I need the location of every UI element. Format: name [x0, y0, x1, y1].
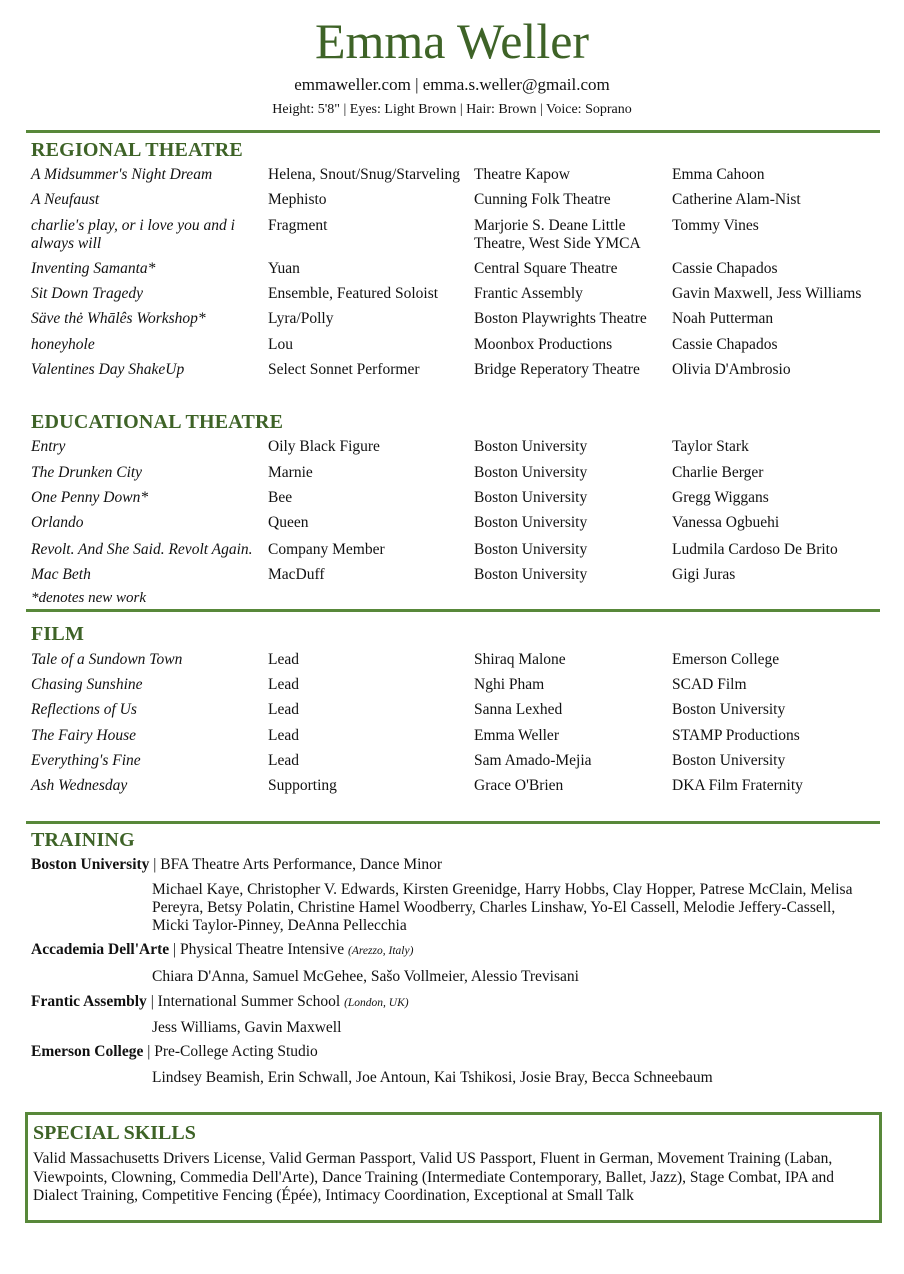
- credit-role: Yuan: [268, 260, 300, 277]
- credit-role: Select Sonnet Performer: [268, 361, 420, 378]
- credit-venue: Cunning Folk Theatre: [474, 191, 611, 208]
- credit-role: Ensemble, Featured Soloist: [268, 285, 439, 302]
- credit-venue: Emma Weller: [474, 727, 559, 744]
- credit-title: Chasing Sunshine: [31, 676, 143, 693]
- credit-title: Entry: [31, 438, 66, 455]
- credit-director: Catherine Alam-Nist: [672, 191, 801, 208]
- special-skills-text: Valid Massachusetts Drivers License, Valid German Passport, Valid US Passport, Fluent in German, Movement Training (Laban, Viewpoints, Clowning, Commedia Dell'Arte), Dance Training (Intermediate Contemporary, Ballet, Jazz), Stage Combat, IPA and Dialect Training, Competitive Fencing (Épée), Intimacy Coordination, Exceptional at Small Talk: [33, 1150, 834, 1204]
- training-school: Frantic Assembly: [31, 993, 147, 1010]
- credit-title: Reflections of Us: [31, 701, 137, 718]
- credit-role: Supporting: [268, 777, 337, 794]
- credit-title: charlie's play, or i love you and i always will: [31, 217, 235, 252]
- credit-title: Tale of a Sundown Town: [31, 651, 183, 668]
- credit-role: Queen: [268, 514, 309, 531]
- section-divider: [26, 609, 880, 612]
- credit-director: Gigi Juras: [672, 566, 736, 583]
- training-entry: [31, 1043, 318, 1062]
- credit-venue: Boston University: [474, 489, 588, 506]
- credit-role: Marnie: [268, 464, 313, 481]
- credit-title: The Drunken City: [31, 464, 143, 481]
- section-heading-film: FILM: [31, 623, 85, 645]
- training-program: | International Summer School: [146, 993, 345, 1010]
- section-heading-regional-theatre: REGIONAL THEATRE: [31, 139, 243, 161]
- credit-venue: Bridge Reperatory Theatre: [474, 361, 640, 378]
- credit-director: Noah Putterman: [672, 310, 774, 327]
- section-heading-special-skills: SPECIAL SKILLS: [33, 1122, 196, 1144]
- credit-director: SCAD Film: [672, 676, 747, 693]
- credit-venue: Moonbox Productions: [474, 336, 613, 353]
- credit-title: Sit Down Tragedy: [31, 285, 143, 302]
- training-teachers: Michael Kaye, Christopher V. Edwards, Kirsten Greenidge, Harry Hobbs, Clay Hopper, Patrese McClain, Melisa Pereyra, Betsy Polatin, Christine Hamel Woodberry, Charles Linshaw, Yo-El Cassell, Melodie Jeffery-Cassell, Micki Taylor-Pinney, DeAnna Pellecchia: [152, 881, 853, 934]
- credit-venue: Boston Playwrights Theatre: [474, 310, 647, 327]
- credit-role: Lead: [268, 752, 299, 769]
- section-heading-training: TRAINING: [31, 829, 135, 851]
- credit-role: Lyra/Polly: [268, 310, 334, 327]
- training-program: | Physical Theatre Intensive: [169, 941, 349, 958]
- credit-title: Revolt. And She Said. Revolt Again.: [31, 541, 253, 558]
- credit-director: STAMP Productions: [672, 727, 800, 744]
- training-teachers: Jess Williams, Gavin Maxwell: [152, 1019, 342, 1036]
- credit-title: Ash Wednesday: [31, 777, 128, 794]
- credit-role: Lou: [268, 336, 293, 353]
- credit-title: A Neufaust: [31, 191, 100, 208]
- credit-title: One Penny Down*: [31, 489, 149, 506]
- credit-director: Cassie Chapados: [672, 260, 778, 277]
- credit-director: Taylor Stark: [672, 438, 749, 455]
- training-school: Boston University: [31, 856, 150, 873]
- credit-role: Lead: [268, 727, 299, 744]
- credit-role: Lead: [268, 701, 299, 718]
- special-skills-box: [25, 1112, 882, 1223]
- credit-director: Ludmila Cardoso De Brito: [672, 541, 838, 558]
- credit-director: Emma Cahoon: [672, 166, 765, 183]
- credit-venue: Shiraq Malone: [474, 651, 566, 668]
- credit-director: Emerson College: [672, 651, 780, 668]
- training-location: (London, UK): [344, 997, 409, 1009]
- credit-director: Tommy Vines: [672, 217, 759, 234]
- contact-line: emmaweller.com | emma.s.weller@gmail.com: [294, 75, 610, 94]
- credit-title: Orlando: [31, 514, 84, 531]
- credit-venue: Theatre Kapow: [474, 166, 570, 183]
- credit-director: Gregg Wiggans: [672, 489, 769, 506]
- credit-title: honeyhole: [31, 336, 95, 353]
- credit-role: MacDuff: [268, 566, 325, 583]
- training-school: Accademia Dell'Arte: [31, 941, 170, 958]
- credit-venue: Central Square Theatre: [474, 260, 618, 277]
- credit-role: Mephisto: [268, 191, 327, 208]
- credit-role: Company Member: [268, 541, 385, 558]
- credit-director: Boston University: [672, 701, 786, 718]
- credit-venue: Boston University: [474, 438, 588, 455]
- credit-director: DKA Film Fraternity: [672, 777, 803, 794]
- credit-role: Lead: [268, 676, 299, 693]
- credit-title: Säve thė Whālês Workshop*: [31, 310, 206, 327]
- credit-role: Lead: [268, 651, 299, 668]
- section-divider: [26, 821, 880, 824]
- new-work-note: *denotes new work: [31, 590, 146, 606]
- credit-venue: Boston University: [474, 464, 588, 481]
- credit-role: Fragment: [268, 217, 328, 234]
- credit-title: Valentines Day ShakeUp: [31, 361, 185, 378]
- training-location: (Arezzo, Italy): [348, 945, 414, 957]
- physical-stats: Height: 5'8" | Eyes: Light Brown | Hair: Brown | Voice: Soprano: [272, 102, 632, 117]
- credit-title: A Midsummer's Night Dream: [31, 166, 213, 183]
- training-teachers: Lindsey Beamish, Erin Schwall, Joe Antoun, Kai Tshikosi, Josie Bray, Becca Schneebaum: [152, 1069, 713, 1086]
- credit-role: Oily Black Figure: [268, 438, 380, 455]
- credit-title: Mac Beth: [31, 566, 91, 583]
- training-program: | Pre-College Acting Studio: [143, 1043, 318, 1060]
- credit-director: Gavin Maxwell, Jess Williams: [672, 285, 862, 302]
- resume-name: Emma Weller: [314, 13, 590, 69]
- training-program: | BFA Theatre Arts Performance, Dance Minor: [149, 856, 443, 873]
- credit-director: Cassie Chapados: [672, 336, 778, 353]
- credit-director: Vanessa Ogbuehi: [672, 514, 780, 531]
- credit-venue: Sam Amado-Mejia: [474, 752, 592, 769]
- credit-role: Helena, Snout/Snug/Starveling: [268, 166, 461, 183]
- credit-director: Charlie Berger: [672, 464, 764, 481]
- credit-title: Inventing Samanta*: [31, 260, 156, 277]
- section-heading-educational-theatre: EDUCATIONAL THEATRE: [31, 411, 284, 433]
- training-teachers: Chiara D'Anna, Samuel McGehee, Sašo Vollmeier, Alessio Trevisani: [152, 968, 579, 985]
- credit-venue: Frantic Assembly: [474, 285, 583, 302]
- credit-title: The Fairy House: [31, 727, 137, 744]
- credit-venue: Grace O'Brien: [474, 777, 564, 794]
- credit-title: Everything's Fine: [31, 752, 141, 769]
- section-divider: [26, 130, 880, 133]
- credit-venue: Boston University: [474, 541, 588, 558]
- credit-venue: Nghi Pham: [474, 676, 545, 693]
- credit-venue: Sanna Lexhed: [474, 701, 563, 718]
- training-entry: [31, 856, 442, 875]
- credit-venue: Boston University: [474, 514, 588, 531]
- credit-director: Boston University: [672, 752, 786, 769]
- credit-venue: Marjorie S. Deane Little Theatre, West Side YMCA: [474, 217, 641, 252]
- credit-venue: Boston University: [474, 566, 588, 583]
- training-entry: [31, 941, 413, 960]
- training-entry: [31, 993, 409, 1012]
- credit-director: Olivia D'Ambrosio: [672, 361, 791, 378]
- credit-role: Bee: [268, 489, 293, 506]
- training-school: Emerson College: [31, 1043, 144, 1060]
